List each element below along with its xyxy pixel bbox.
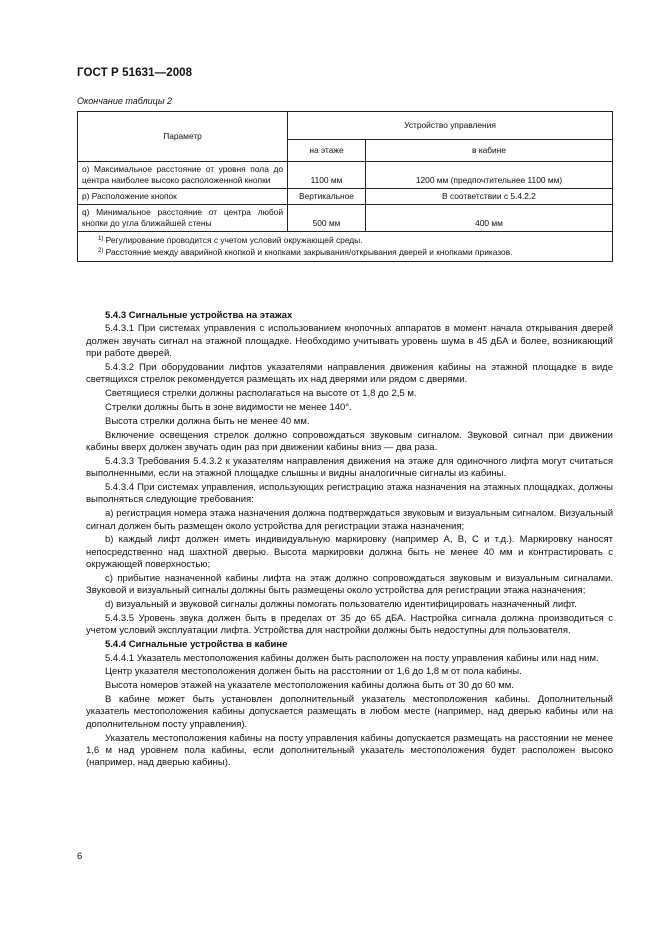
paragraph: 5.4.3.5 Уровень звука должен быть в пределах от 35 до 65 дБА. Настройка сигнала должна производиться с учетом условий эксплуатации лифта. Устройства для настройки должны быть недоступны для пользователя. — [86, 613, 613, 637]
row-cabin-value: 400 мм — [366, 205, 613, 232]
paragraph: В кабине может быть установлен дополнительный указатель местоположения кабины. Дополнительный указатель местоположения кабины допускается размещать в любом месте (например, над дверью кабины или на дополнительном посту управления). — [86, 694, 613, 730]
note-text: Расстояние между аварийной кнопкой и кнопками закрывания/открывания дверей и кнопками приказов. — [105, 247, 513, 257]
note-mark: 2) — [98, 248, 104, 254]
parameters-table — [77, 111, 613, 262]
paragraph: 5.4.3.4 При системах управления, использующих регистрацию этажа назначения на этажных площадках, должны выполняться следующие требования: — [86, 482, 613, 506]
header-in-cabin: в кабине — [366, 140, 613, 162]
section-heading: 5.4.3 Сигнальные устройства на этажах — [105, 310, 293, 321]
paragraph: 5.4.4.1 Указатель местоположения кабины должен быть расположен на посту управления кабины или над ним. — [105, 652, 599, 664]
table-row — [78, 189, 613, 205]
paragraph: Указатель местоположения кабины на посту управления кабины допускается размещать на расстоянии не менее 1,6 м над уровнем пола кабины, если дополнительный указатель местоположения будет расположен высоко (например, над дверью кабины). — [86, 732, 613, 769]
table-note — [98, 234, 606, 246]
document-body — [86, 310, 613, 771]
section-heading: 5.4.4 Сигнальные устройства в кабине — [105, 639, 288, 651]
paragraph: Высота номеров этажей на указателе местоположения кабины должна быть от 30 до 60 мм. — [105, 680, 514, 692]
row-floor-value: 1100 мм — [288, 162, 366, 189]
paragraph: Светящиеся стрелки должны располагаться на высоте от 1,8 до 2,5 м. — [105, 388, 417, 400]
paragraph: Включение освещения стрелок должно сопровождаться звуковым сигналом. Звуковой сигнал при движении кабины вверх должен звучать один раз при движении кабины вниз — два раза. — [86, 429, 613, 454]
row-floor-value: Вертикальное — [288, 189, 366, 205]
page-number: 6 — [77, 851, 83, 862]
note-text: Регулирование проводится с учетом условий окружающей среды. — [105, 235, 363, 245]
header-control-device: Устройство управления — [288, 112, 613, 140]
table-notes — [78, 232, 613, 262]
paragraph: а) регистрация номера этажа назначения должна подтверждаться звуковым и визуальным сигналом. Визуальный сигнал должен быть размещен около устройства для регистрации этажа назначения; — [86, 508, 613, 532]
table-row — [78, 162, 613, 189]
row-cabin-value: В соответствии с 5.4.2.2 — [366, 189, 613, 205]
row-parameter: р) Расположение кнопок — [78, 189, 288, 205]
row-parameter: q) Минимальное расстояние от центра любой кнопки до угла ближайшей стены — [78, 205, 288, 232]
paragraph: d) визуальный и звуковой сигналы должны помогать пользователю идентифицировать назначенный лифт. — [105, 599, 577, 611]
row-parameter: о) Максимальное расстояние от уровня пола до центра наиболее высоко расположенной кнопки — [78, 162, 288, 189]
paragraph: Высота стрелки должна быть не менее 40 мм. — [105, 415, 310, 427]
document-header: ГОСТ Р 51631—2008 — [77, 67, 193, 79]
header-parameter: Параметр — [78, 112, 288, 162]
table-row — [78, 205, 613, 232]
row-cabin-value: 1200 мм (предпочтительнее 1100 мм) — [366, 162, 613, 189]
table-caption: Окончание таблицы 2 — [77, 96, 172, 106]
header-on-floor: на этаже — [288, 140, 366, 162]
paragraph: 5.4.3.2 При оборудовании лифтов указателями направления движения кабины на этажной площадке в виде светящихся стрелок рекомендуется размещать их над дверями или рядом с дверями. — [86, 362, 613, 386]
paragraph: 5.4.3.3 Требования 5.4.3.2 к указателям направления движения на этаже для одиночного лифта могут считаться выполненными, если на этажной площадке слышны и видны аналогичные сигналы из кабины. — [86, 455, 613, 480]
paragraph: c) прибытие назначенной кабины лифта на этаж должно сопровождаться звуковым и визуальным сигналами. Звуковой и визуальный сигналы должны быть размещены около устройства для регистрации этажа назначения; — [86, 573, 613, 597]
paragraph: 5.4.3.1 При системах управления с использованием кнопочных аппаратов в момент начала открывания дверей должен звучать сигнал на этажной площадке. Необходимо учитывать уровень шума в 45 дБА и более, возникающий при работе дверей. — [86, 323, 613, 360]
row-floor-value: 500 мм — [288, 205, 366, 232]
paragraph: Стрелки должны быть в зоне видимости не менее 140°. — [105, 402, 352, 414]
paragraph: b) каждый лифт должен иметь индивидуальную маркировку (например А, В, С и т.д.). Маркировку наносят непосредственно над шахтной дверью. Высота маркировки должна быть не менее 40 мм и контрастировать с окружающей поверхностью; — [86, 534, 613, 571]
table-note — [98, 246, 606, 258]
note-mark: 1) — [98, 236, 104, 242]
paragraph: Центр указателя местоположения должен быть на расстоянии от 1,6 до 1,8 м от пола кабины. — [105, 666, 522, 678]
